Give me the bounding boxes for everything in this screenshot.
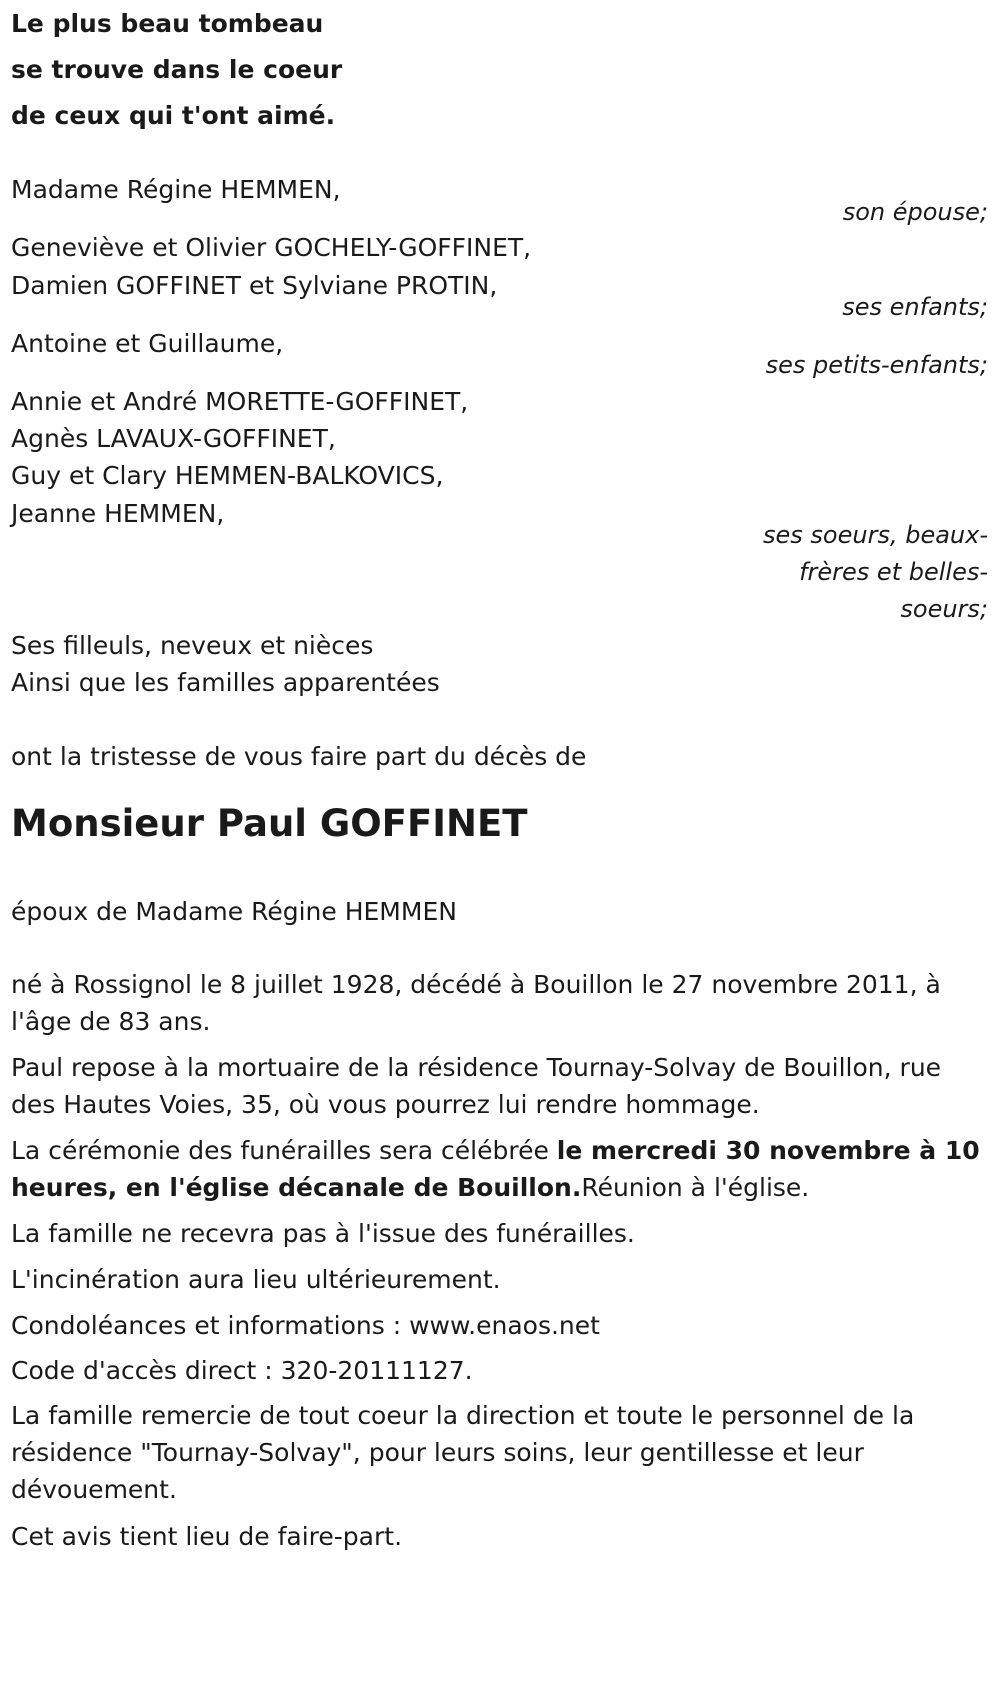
family-name: Antoine et Guillaume, bbox=[11, 329, 284, 358]
family-name: Guy et Clary HEMMEN-BALKOVICS, bbox=[11, 461, 444, 490]
cremation-text: L'incinération aura lieu ultérieurement. bbox=[11, 1265, 501, 1294]
quote-line: de ceux qui t'ont aimé. bbox=[11, 101, 336, 130]
announcement-text: ont la tristesse de vous faire part du décès de bbox=[11, 742, 587, 771]
quote-line: se trouve dans le coeur bbox=[11, 55, 343, 84]
family-name: Annie et André MORETTE-GOFFINET, bbox=[11, 387, 469, 416]
ceremony-suffix: Réunion à l'église. bbox=[581, 1173, 810, 1202]
family-role-children: ses enfants; bbox=[842, 293, 988, 321]
family-others: Ainsi que les familles apparentées bbox=[11, 668, 440, 697]
family-name: Jeanne HEMMEN, bbox=[11, 499, 225, 528]
spouse-line: époux de Madame Régine HEMMEN bbox=[11, 897, 457, 926]
family-name: Agnès LAVAUX-GOFFINET, bbox=[11, 424, 336, 453]
family-others: Ses filleuls, neveux et nièces bbox=[11, 631, 374, 660]
family-name: Geneviève et Olivier GOCHELY-GOFFINET, bbox=[11, 233, 532, 262]
family-name: Madame Régine HEMMEN, bbox=[11, 175, 341, 204]
birth-death-text: né à Rossignol le 8 juillet 1928, décédé à Bouillon le 27 novembre 2011, à l'âge de 83 ans. bbox=[11, 970, 941, 1036]
condolences-text: Condoléances et informations : www.enaos.net bbox=[11, 1311, 600, 1340]
access-code-text: Code d'accès direct : 320-20111127. bbox=[11, 1356, 473, 1385]
ceremony-date-location: le mercredi 30 novembre à 10 heures, en l'église décanale de Bouillon. bbox=[11, 1136, 980, 1202]
family-name: Damien GOFFINET et Sylviane PROTIN, bbox=[11, 271, 498, 300]
ceremony-prefix: La cérémonie des funérailles sera célébrée bbox=[11, 1136, 557, 1165]
deceased-name: Monsieur Paul GOFFINET bbox=[11, 802, 528, 845]
family-role-siblings: frères et belles- bbox=[799, 558, 988, 586]
quote-line: Le plus beau tombeau bbox=[11, 9, 324, 38]
family-role-spouse: son épouse; bbox=[842, 198, 988, 226]
thanks-text: La famille remercie de tout coeur la direction et toute le personnel de la résidence "Tournay-Solvay", pour leurs soins, leur gentillesse et leur dévouement. bbox=[11, 1401, 915, 1504]
ceremony-text bbox=[11, 1132, 991, 1206]
repose-text: Paul repose à la mortuaire de la résidence Tournay-Solvay de Bouillon, rue des Hautes Voies, 35, où vous pourrez lui rendre hommage. bbox=[11, 1053, 942, 1119]
family-role-siblings: soeurs; bbox=[900, 595, 988, 623]
closing-text: Cet avis tient lieu de faire-part. bbox=[11, 1522, 403, 1551]
family-role-grandchildren: ses petits-enfants; bbox=[765, 351, 988, 379]
family-role-siblings: ses soeurs, beaux- bbox=[763, 521, 988, 549]
no-reception-text: La famille ne recevra pas à l'issue des funérailles. bbox=[11, 1219, 635, 1248]
